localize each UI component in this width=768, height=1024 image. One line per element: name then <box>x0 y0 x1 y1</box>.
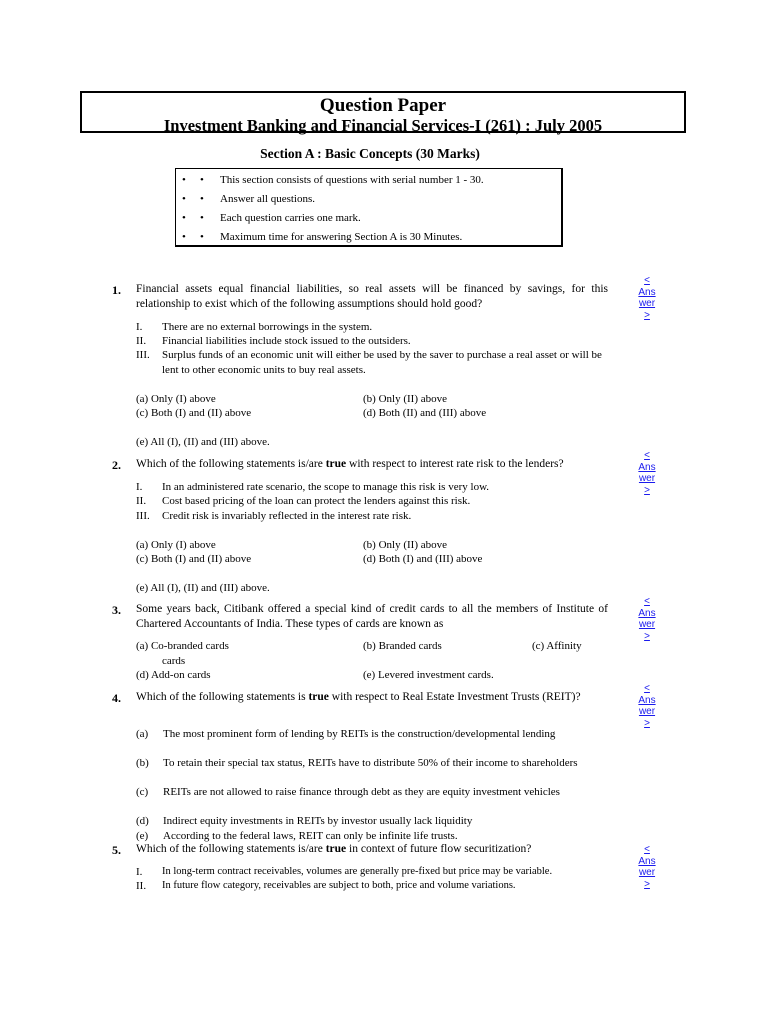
question-number: 2. <box>112 458 121 472</box>
option-b[interactable]: To retain their special tax status, REITs have to distribute 50% of their income to shareholders <box>163 757 578 769</box>
instructions-box <box>175 168 563 247</box>
statement-text: Surplus funds of an economic unit will either be used by the saver to purchase a real asset or will be lent to other economic units to buy real assets. <box>162 349 602 376</box>
option-a[interactable]: (a) Co-branded cards <box>136 640 229 652</box>
section-title: Section A : Basic Concepts (30 Marks) <box>260 146 480 161</box>
option-d[interactable]: (d) Both (II) and (III) above <box>363 407 487 419</box>
statement-text: There are no external borrowings in the system. <box>162 321 373 333</box>
option-d[interactable]: (d) Both (I) and (III) above <box>363 553 483 565</box>
bullet-icon: • <box>182 212 186 224</box>
question-text: Which of the following statements is/are true in context of future flow securitization? <box>136 843 532 855</box>
question-text: Financial assets equal financial liabilities, so real assets will be financed by savings, for this relationship to exist which of the following assumptions should hold good? <box>136 283 608 310</box>
option-e[interactable]: According to the federal laws, REIT can only be infinite life trusts. <box>163 830 458 842</box>
bullet-icon: • <box>200 193 204 205</box>
bullet-icon: • <box>200 212 204 224</box>
statement-text: In an administered rate scenario, the scope to manage this risk is very low. <box>162 481 490 493</box>
statement-number: II. <box>136 335 147 347</box>
option-label: (c) <box>136 786 149 798</box>
option-d[interactable]: Indirect equity investments in REITs by investor usually lack liquidity <box>163 815 473 827</box>
statement-number: I. <box>136 866 143 878</box>
statement-number: II. <box>136 880 147 892</box>
bullet-icon: • <box>200 174 204 186</box>
answer-link[interactable]: < Ans wer > <box>638 275 656 321</box>
statement-number: I. <box>136 481 143 493</box>
bullet-icon: • <box>182 174 186 186</box>
statement-number: I. <box>136 321 143 333</box>
answer-link[interactable]: < Ans wer > <box>638 683 656 729</box>
answer-link[interactable]: < Ans wer > <box>638 844 656 890</box>
option-label: (b) <box>136 757 149 769</box>
statement-number: III. <box>136 510 150 522</box>
option-label: (a) <box>136 728 149 740</box>
question-number: 3. <box>112 603 121 617</box>
question-number: 5. <box>112 843 121 857</box>
option-b[interactable]: (b) Only (II) above <box>363 393 447 405</box>
option-c[interactable]: (c) Both (I) and (II) above <box>136 553 252 565</box>
statement-text: In long-term contract receivables, volumes are generally pre-fixed but price may be variable. <box>162 866 553 877</box>
answer-link[interactable]: < Ans wer > <box>638 450 656 496</box>
option-e[interactable]: (e) Levered investment cards. <box>363 669 494 681</box>
option-e[interactable]: (e) All (I), (II) and (III) above. <box>136 436 270 448</box>
question-text: Which of the following statements is true with respect to Real Estate Investment Trusts (REIT)? <box>136 691 581 703</box>
instruction-text: Answer all questions. <box>220 193 316 205</box>
option-c[interactable]: (c) Affinity <box>532 640 582 652</box>
option-label: (d) <box>136 815 149 827</box>
title-box <box>80 91 686 133</box>
statement-number: II. <box>136 495 147 507</box>
question-text: Some years back, Citibank offered a special kind of credit cards to all the members of Institute of Chartered Accountants of India. These types of cards are known as <box>136 603 608 630</box>
option-b[interactable]: (b) Branded cards <box>363 640 442 652</box>
option-c[interactable]: REITs are not allowed to raise finance through debt as they are equity investment vehicles <box>163 786 560 798</box>
option-d[interactable]: (d) Add-on cards <box>136 669 211 681</box>
option-a[interactable]: (a) Only (I) above <box>136 539 216 551</box>
option-b[interactable]: (b) Only (II) above <box>363 539 447 551</box>
paper-title: Question Paper <box>319 95 447 116</box>
statement-text: Cost based pricing of the loan can protect the lenders against this risk. <box>162 495 471 507</box>
option-a[interactable]: (a) Only (I) above <box>136 393 216 405</box>
paper-subtitle: Investment Banking and Financial Services-I (261) : July 2005 <box>163 116 603 135</box>
answer-link[interactable]: < Ans wer > <box>638 596 656 642</box>
bullet-icon: • <box>200 231 204 243</box>
bullet-icon: • <box>182 231 186 243</box>
option-label: (e) <box>136 830 149 842</box>
statement-text: Financial liabilities include stock issued to the outsiders. <box>162 335 411 347</box>
option-e[interactable]: (e) All (I), (II) and (III) above. <box>136 582 270 594</box>
bullet-icon: • <box>182 193 186 205</box>
option-c-continued: cards <box>162 655 186 667</box>
statement-text: Credit risk is invariably reflected in the interest rate risk. <box>162 510 412 522</box>
instruction-text: Each question carries one mark. <box>220 212 361 224</box>
instruction-text: Maximum time for answering Section A is 30 Minutes. <box>220 231 463 243</box>
statement-number: III. <box>136 349 150 361</box>
question-number: 4. <box>112 691 121 705</box>
question-text: Which of the following statements is/are true with respect to interest rate risk to the lenders? <box>136 458 564 470</box>
option-c[interactable]: (c) Both (I) and (II) above <box>136 407 252 419</box>
statement-text: In future flow category, receivables are subject to both, price and volume variations. <box>162 880 516 891</box>
question-number: 1. <box>112 283 121 297</box>
instruction-text: This section consists of questions with serial number 1 - 30. <box>220 174 484 186</box>
option-a[interactable]: The most prominent form of lending by REITs is the construction/developmental lending <box>163 728 556 740</box>
